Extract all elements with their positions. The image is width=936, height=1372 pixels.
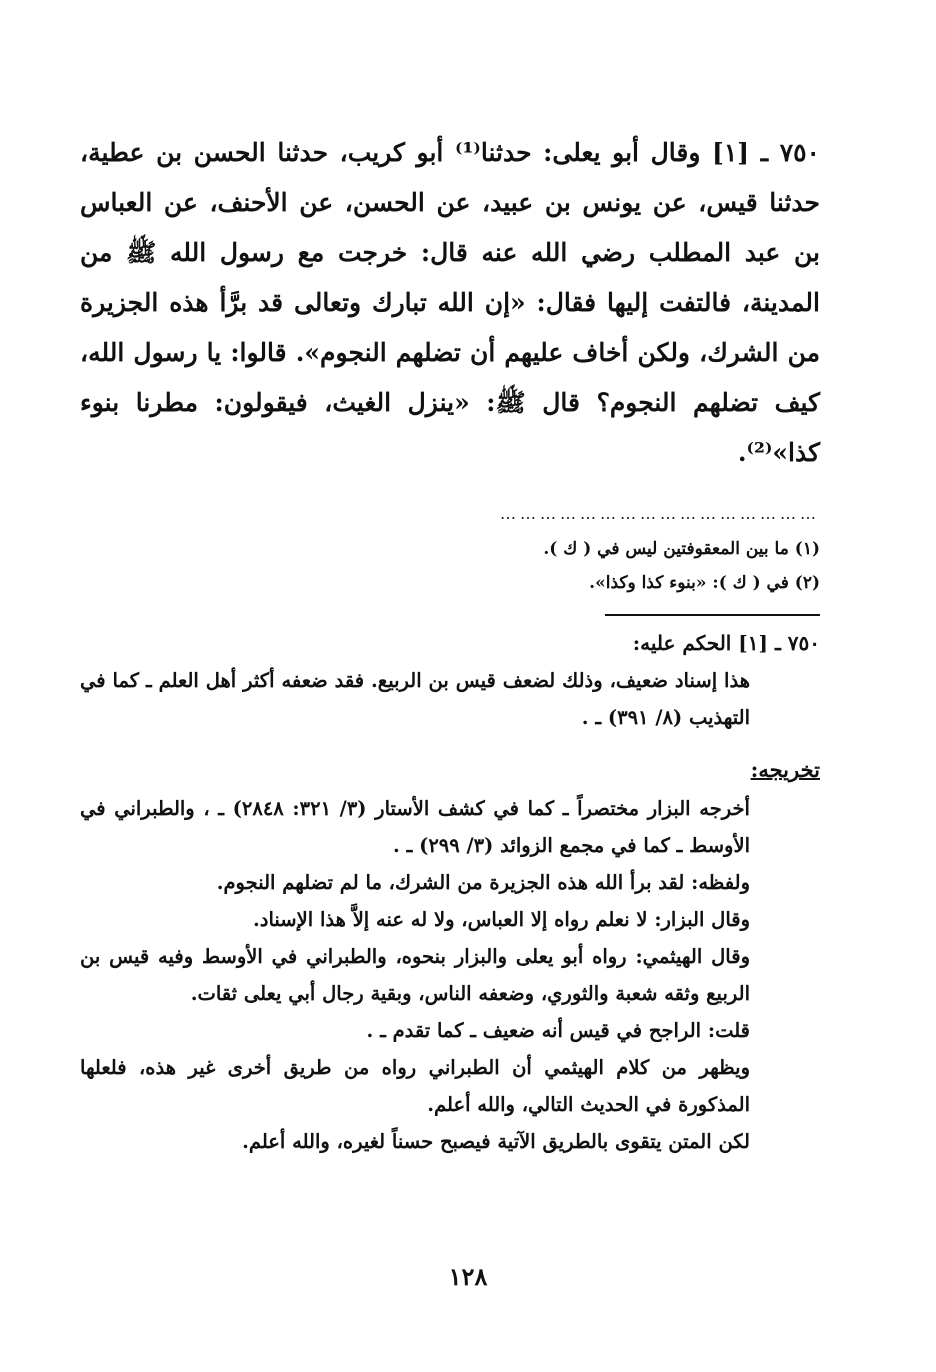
ruling-heading: ٧٥٠ ـ [١] الحكم عليه: [632,631,820,655]
page-content [80,128,820,1160]
takhrij-paragraph-2: ولفظه: لقد برأ الله هذه الجزيرة من الشرك، ما لم تضلهم النجوم. [216,871,750,894]
main-hadith-text [80,128,820,478]
footnote-1: (١) ما بين المعقوفتين ليس في ( ك ). [543,539,820,559]
takhrij-paragraph-5: قلت: الراجح في قيس أنه ضعيف ـ كما تقدم ـ . [366,1019,750,1042]
section-divider [605,614,820,616]
footnote-separator-dots: ………………………………………… [500,504,820,523]
page-number: ١٢٨ [448,1262,488,1291]
takhrij-paragraph-3: وقال البزار: لا نعلم رواه إلا العباس، ولا له عنه إلاَّ هذا الإسناد. [253,908,750,931]
footnote-2: (٢) في ( ك ): «بنوء كذا وكذا». [589,573,820,593]
takhrij-paragraph-1: أخرجه البزار مختصراً ـ كما في كشف الأستار (٣/ ٣٢١: ٢٨٤٨) ـ ، والطبراني في الأوسط ـ كما في مجمع الزوائد (٣/ ٢٩٩) ـ . [80,797,750,857]
takhrij-paragraph-7: لكن المتن يتقوى بالطريق الآتية فيصبح حسناً لغيره، والله أعلم. [242,1130,750,1153]
footnotes [80,532,820,600]
ruling-text: هذا إسناد ضعيف، وذلك لضعف قيس بن الربيع. فقد ضعفه أكثر أهل العلم ـ كما في التهذيب (٨/ ٣٩١) ـ . [80,669,750,729]
hadith-paragraph: ٧٥٠ ـ [١] وقال أبو يعلى: حدثنا⁽¹⁾ أبو كريب، حدثنا الحسن بن عطية، حدثنا قيس، عن يونس بن عبيد، عن الحسن، عن الأحنف، عن العباس بن عبد المطلب رضي الله عنه قال: خرجت مع رسول الله ﷺ من المدينة، فالتفت إليها فقال: «إن الله تبارك وتعالى قد برَّأ هذه الجزيرة من الشرك، ولكن أخاف عليهم أن تضلهم النجوم». قالوا: يا رسول الله، كيف تضلهم النجوم؟ قال ﷺ: «ينزل الغيث، فيقولون: مطرنا بنوء كذا»⁽²⁾. [80,138,820,467]
takhrij-paragraph-6: ويظهر من كلام الهيثمي أن الطبراني رواه من طريق أخرى غير هذه، فلعلها المذكورة في الحديث التالي، والله أعلم. [80,1056,750,1116]
ruling-section [80,624,820,736]
takhrij-section [80,750,820,1160]
takhrij-paragraph-4: وقال الهيثمي: رواه أبو يعلى والبزار بنحوه، والطبراني في الأوسط وفيه قيس بن الربيع وثقه شعبة والثوري، وضعفه الناس، وبقية رجال أبي يعلى ثقات. [80,945,750,1005]
takhrij-heading: تخريجه: [750,757,820,782]
